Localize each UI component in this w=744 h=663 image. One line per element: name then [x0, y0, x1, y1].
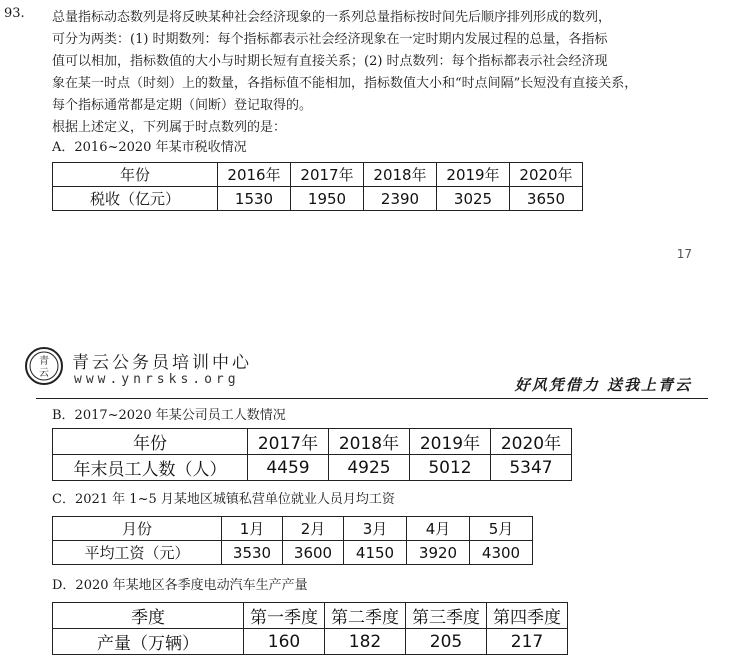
table-cell: 1950 — [291, 187, 364, 211]
option-b-table — [52, 428, 572, 481]
table-header-cell: 2月 — [283, 517, 344, 541]
option-b-title: B．2017~2020 年某公司员工人数情况 — [52, 408, 286, 423]
table-cell: 4300 — [470, 541, 533, 565]
question-prompt: 根据上述定义，下列属于时点数列的是： — [52, 120, 287, 135]
option-d-table — [52, 602, 568, 655]
table-header-cell: 2017年 — [248, 429, 329, 455]
table-header-cell: 第四季度 — [487, 603, 568, 629]
table-row-label: 平均工资（元） — [53, 541, 222, 565]
question-number: 93. — [4, 6, 25, 21]
table-cell: 182 — [325, 629, 406, 655]
table-header-cell: 第二季度 — [325, 603, 406, 629]
question-text-line-3: 值可以相加，指标数值的大小与时期长短有直接关系；(2) 时点数列：每个指标都表示社会经济现 — [52, 54, 608, 69]
table-cell: 3650 — [510, 187, 583, 211]
question-text-line-2: 可分为两类：(1) 时期数列：每个指标都表示社会经济现象在一定时期内发展过程的总量，各指标 — [52, 32, 608, 47]
table-cell: 5347 — [491, 455, 572, 481]
table-header-cell: 1月 — [222, 517, 283, 541]
table-header-cell: 5月 — [470, 517, 533, 541]
table-header-cell: 月份 — [53, 517, 222, 541]
header-divider — [36, 398, 708, 399]
table-cell: 217 — [487, 629, 568, 655]
table-header-cell: 3月 — [344, 517, 407, 541]
table-header-cell: 季度 — [53, 603, 244, 629]
table-header-cell: 2019年 — [437, 163, 510, 187]
brand-name: 青云公务员培训中心 — [72, 353, 252, 373]
option-c-table — [52, 516, 533, 565]
table-header-cell: 2019年 — [410, 429, 491, 455]
option-a-table — [52, 162, 583, 211]
table-cell: 3600 — [283, 541, 344, 565]
svg-text:云: 云 — [39, 368, 49, 379]
page-number: 17 — [676, 247, 692, 261]
header-slogan: 好风凭借力 送我上青云 — [514, 376, 692, 394]
table-cell: 4925 — [329, 455, 410, 481]
table-header-cell: 年份 — [53, 429, 248, 455]
table-cell: 205 — [406, 629, 487, 655]
option-c-title: C．2021 年 1~5 月某地区城镇私营单位就业人员月均工资 — [52, 492, 395, 507]
question-text-line-5: 每个指标通常都是定期（间断）登记取得的。 — [52, 98, 313, 113]
table-header-cell: 2018年 — [364, 163, 437, 187]
table-cell: 3530 — [222, 541, 283, 565]
table-cell: 3920 — [407, 541, 470, 565]
svg-text:青: 青 — [39, 356, 49, 367]
table-row-label: 产量（万辆） — [53, 629, 244, 655]
table-header-cell: 第一季度 — [244, 603, 325, 629]
option-a-title: A．2016~2020 年某市税收情况 — [52, 140, 247, 155]
table-header-cell: 4月 — [407, 517, 470, 541]
table-header-cell: 2017年 — [291, 163, 364, 187]
table-row-label: 税收（亿元） — [53, 187, 218, 211]
table-cell: 4459 — [248, 455, 329, 481]
table-header-cell: 2020年 — [491, 429, 572, 455]
table-cell: 1530 — [218, 187, 291, 211]
question-text-line-1: 总量指标动态数列是将反映某种社会经济现象的一系列总量指标按时间先后顺序排列形成的数列， — [52, 10, 612, 25]
logo-seal-icon — [24, 346, 64, 386]
table-header-cell: 2016年 — [218, 163, 291, 187]
table-cell: 2390 — [364, 187, 437, 211]
question-text-line-4: 象在某一时点（时刻）上的数量，各指标值不能相加，指标数值大小和“时点间隔”长短没有直接关系， — [52, 76, 638, 91]
table-header-cell: 第三季度 — [406, 603, 487, 629]
table-cell: 160 — [244, 629, 325, 655]
table-header-cell: 2020年 — [510, 163, 583, 187]
option-d-title: D．2020 年某地区各季度电动汽车生产产量 — [52, 578, 308, 593]
table-row-label: 年末员工人数（人） — [53, 455, 248, 481]
table-cell: 4150 — [344, 541, 407, 565]
table-header-cell: 2018年 — [329, 429, 410, 455]
table-cell: 5012 — [410, 455, 491, 481]
table-header-cell: 年份 — [53, 163, 218, 187]
table-cell: 3025 — [437, 187, 510, 211]
brand-url: www.ynrsks.org — [74, 372, 240, 387]
